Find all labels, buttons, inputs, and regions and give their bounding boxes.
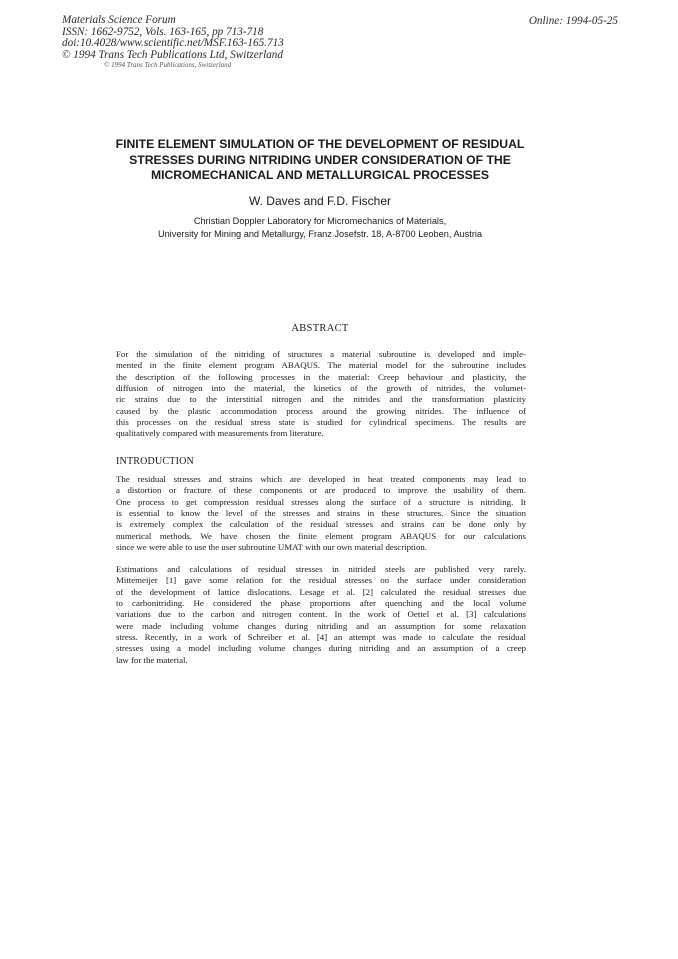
introduction-paragraph-1	[116, 474, 526, 553]
paragraph-line: a distortion or fracture of these components or are produced to improve the usability of them.	[116, 485, 526, 496]
paper-affiliation	[60, 215, 580, 240]
abstract-line: mented in the finite element program ABAQUS. The material model for the subroutine includes	[116, 360, 526, 371]
journal-doi: doi:10.4028/www.scientific.net/MSF.163-165.713	[62, 37, 284, 50]
journal-copyright-faint: © 1994 Trans Tech Publications, Switzerland	[104, 61, 232, 70]
abstract-line: the description of the following processes in the material: Creep behaviour and plasticity, the	[116, 371, 526, 382]
paragraph-line: law for the material.	[116, 654, 188, 665]
paragraph-line: One process to get compression residual stresses along the surface of a structure is nitriding. It	[116, 496, 526, 507]
paragraph-line: is essential to know the level of the stresses and strains in these structures. Since the situation	[116, 508, 526, 519]
paragraph-line: The residual stresses and strains which are developed in heat treated components may lead to	[116, 474, 526, 484]
abstract-line: caused by the plastic accommodation process around the growing nitrides. The influence of	[116, 405, 526, 416]
paragraph-line: is extremely complex the calculation of the residual stresses and strains can be done only by	[116, 519, 526, 530]
journal-name: Materials Science Forum	[62, 14, 176, 26]
introduction-paragraph-2	[116, 564, 526, 666]
abstract-line: this processes on the residual stress state is studied for cylindrical specimens. The results are	[116, 417, 526, 428]
paragraph-line: to carbonitriding. He considered the phase proportions after quenching and the local volume	[116, 598, 526, 609]
affiliation-line: University for Mining and Metallurgy, Franz Josefstr. 18, A-8700 Leoben, Austria	[157, 228, 483, 239]
paragraph-line: Mittemeijer [1] gave some relation for the residual stresses on the surface under consideration	[116, 575, 526, 586]
title-line: MICROMECHANICAL AND METALLURGICAL PROCESSES	[150, 168, 490, 182]
title-line: FINITE ELEMENT SIMULATION OF THE DEVELOPMENT OF RESIDUAL	[115, 137, 525, 151]
paper-authors: W. Daves and F.D. Fischer	[248, 194, 392, 208]
paragraph-line: Estimations and calculations of residual stresses in nitrided steels are published very rarely.	[116, 564, 526, 574]
affiliation-line: Christian Doppler Laboratory for Micromechanics of Materials,	[193, 216, 447, 226]
abstract-line: For the simulation of the nitriding of structures a material subroutine is developed and imple-	[116, 349, 526, 359]
introduction-heading: INTRODUCTION	[116, 456, 194, 467]
title-line: STRESSES DURING NITRIDING UNDER CONSIDERATION OF THE	[129, 152, 511, 167]
abstract-line: diffusion of nitrogen into the material, the kinetics of the growth of nitrides, the volumet-	[116, 383, 526, 394]
abstract-line: ric strains due to the interstitial nitrogen and the nitrides and the transformation plasticity	[116, 394, 526, 405]
abstract-heading: ABSTRACT	[291, 323, 349, 334]
journal-copyright: © 1994 Trans Tech Publications Ltd, Switzerland	[62, 48, 283, 61]
abstract-body	[116, 349, 526, 440]
paragraph-line: variations due to the carbon and nitrogen content. In the work of Oettel et al. [3] calculations	[116, 609, 526, 620]
paragraph-line: since we were able to use the user subroutine UMAT with our own material description.	[116, 542, 428, 553]
journal-issn: ISSN: 1662-9752, Vols. 163-165, pp 713-718	[62, 25, 264, 38]
paper-title	[100, 137, 540, 184]
paragraph-line: numerical methods. We have chosen the finite element program ABAQUS for our calculations	[116, 530, 526, 541]
paragraph-line: of the development of lattice dislocations. Lesage et al. [2] calculated the residual stresses due	[116, 586, 526, 597]
journal-metadata	[62, 15, 392, 69]
abstract-line: qualitatively compared with measurements from literature.	[116, 428, 324, 439]
paragraph-line: stress. Recently, in a work of Schreiber et al. [4] an attempt was made to calculate the residual	[116, 632, 526, 643]
paragraph-line: were made including volume changes during nitriding and an assumption for some relaxation	[116, 620, 526, 631]
online-date: Online: 1994-05-25	[528, 15, 618, 27]
paragraph-line: stresses using a model including volume changes during nitriding and an assumption of a creep	[116, 643, 526, 654]
